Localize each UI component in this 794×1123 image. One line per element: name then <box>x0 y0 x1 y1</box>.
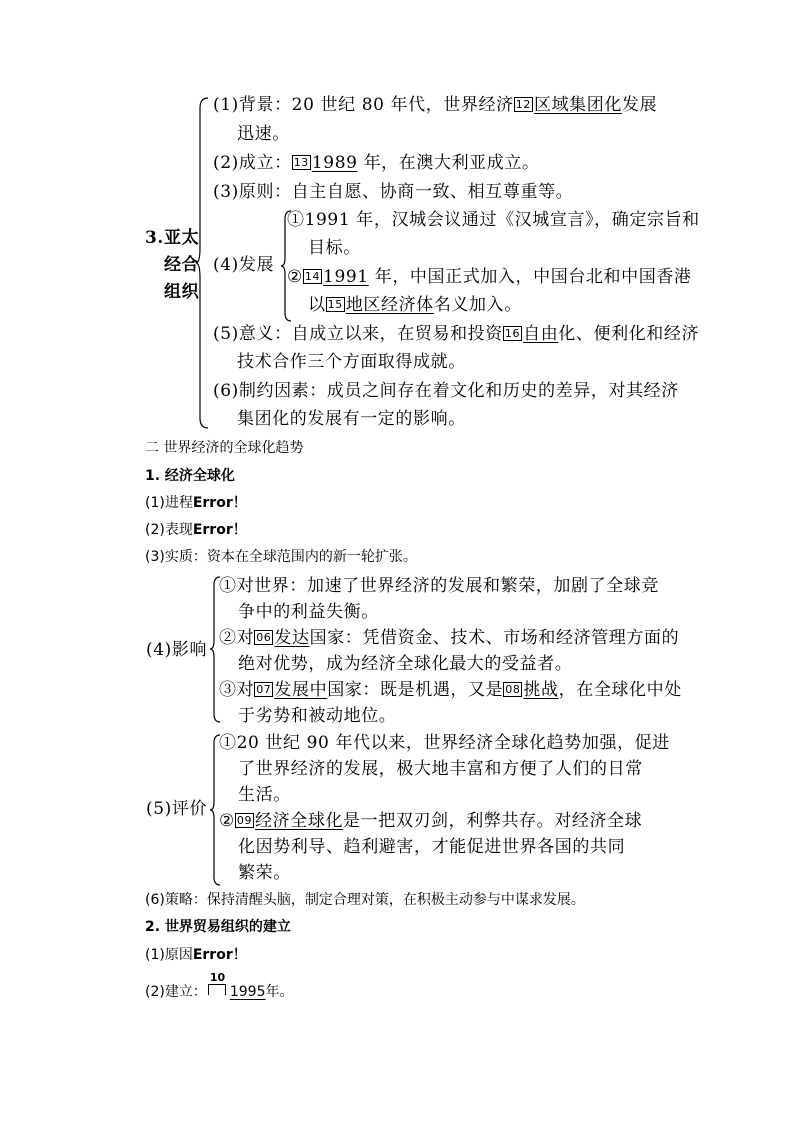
answer-fill: 发达 <box>274 628 310 648</box>
impact-item1-cont: 争中的利益失衡。 <box>238 602 379 622</box>
apec-constraints-cont: 集团化的发展有一定的影响。 <box>237 409 466 429</box>
apec-development-item1: ①1991 年，汉城会议通过《汉城宣言》，确定宗旨和 <box>287 210 700 230</box>
answer-fill: 1989 <box>311 153 358 173</box>
error-text: Error！ <box>192 522 247 538</box>
answer-fill: 经济全球化 <box>255 811 344 831</box>
blank-number-box: 12 <box>515 98 531 111</box>
apec-significance: (5)意义：自成立以来，在贸易和投资 16 自由化、便利化和经济 <box>213 324 700 344</box>
apec-development-item2-cont: 以 15 地区经济体名义加入。 <box>308 295 522 315</box>
answer-fill: 1991 <box>323 267 369 287</box>
apec-title-line1: 亚太 <box>164 228 200 248</box>
blank-number-box: 06 <box>256 631 272 644</box>
apec-title-line2: 经合 <box>164 255 200 275</box>
impact-item3: ③对 07 发展中国家：既是机遇，又是 08 挑战，在全球化中处 <box>219 680 682 700</box>
apec-significance-cont: 技术合作三个方面取得成就。 <box>237 352 466 372</box>
blank-number-box: 07 <box>256 683 272 696</box>
impact-item2-cont: 绝对优势，成为经济全球化最大的受益者。 <box>238 654 573 674</box>
blank-number-box: 09 <box>236 814 253 827</box>
apec-number: 3. <box>145 228 164 248</box>
wto-reason: (1)原因Error！ <box>145 947 247 963</box>
impact-brace <box>210 577 222 722</box>
subheading-globalization: 1. 经济全球化 <box>145 468 235 484</box>
answer-fill: 自由 <box>523 324 559 344</box>
evaluation-item2: ② 09 经济全球化是一把双刃剑，利弊共存。对经济全球 <box>219 811 643 831</box>
subheading-wto: 2. 世界贸易组织的建立 <box>145 919 291 935</box>
impact-label: (4)影响 <box>146 640 208 660</box>
error-text: Error！ <box>192 947 247 963</box>
blank-number-box: 14 <box>304 270 321 283</box>
evaluation-item1-cont2: 生活。 <box>238 785 291 805</box>
evaluation-brace <box>210 735 222 885</box>
evaluation-item2-cont: 化因势利导、趋利避害，才能促进世界各国的共同 <box>238 837 626 857</box>
answer-fill: 发展中 <box>274 680 328 700</box>
apec-development-label: (4)发展 <box>213 255 275 275</box>
blank-number-box: 15 <box>327 298 343 311</box>
apec-background: (1)背景：20 世纪 80 年代，世界经济 12 区域集团化发展 <box>213 95 658 115</box>
apec-development-item2: ② 14 1991 年，中国正式加入，中国台北和中国香港 <box>287 267 692 287</box>
globalization-process: (1)进程Error！ <box>145 495 247 511</box>
impact-item2: ②对 06 发达国家：凭借资金、技术、市场和经济管理方面的 <box>219 628 680 648</box>
globalization-manifestation: (2)表现Error！ <box>145 522 247 538</box>
answer-fill: 挑战 <box>523 680 559 700</box>
blank-number-box: 16 <box>504 327 521 340</box>
apec-title-line3: 组织 <box>164 282 200 302</box>
answer-fill: 1995 <box>229 984 266 1000</box>
answer-fill: 区域集团化 <box>533 95 622 115</box>
apec-principle: (3)原则：自主自愿、协商一致、相互尊重等。 <box>213 182 574 202</box>
evaluation-item2-cont2: 繁荣。 <box>238 863 291 883</box>
globalization-strategy: (6)策略：保持清醒头脑，制定合理对策，在积极主动参与中谋求发展。 <box>145 892 585 908</box>
apec-background-cont: 迅速。 <box>237 124 290 144</box>
apec-establishment: (2)成立： 13 1989 年，在澳大利亚成立。 <box>213 153 540 173</box>
wto-establishment: (2)建立： 10 1995年。 <box>145 971 294 1000</box>
apec-development-item1-cont: 目标。 <box>308 238 361 258</box>
answer-fill: 地区经济体 <box>345 295 434 315</box>
blank-number-box: 08 <box>505 683 521 696</box>
evaluation-item1: ①20 世纪 90 年代以来，世界经济全球化趋势加强，促进 <box>219 733 670 753</box>
blank-number-box: 10 <box>207 982 229 996</box>
apec-constraints: (6)制约因素：成员之间存在着文化和历史的差异，对其经济 <box>213 381 679 401</box>
globalization-essence: (3)实质：资本在全球范围内的新一轮扩张。 <box>145 549 417 565</box>
section-heading: 二 世界经济的全球化趋势 <box>145 440 304 456</box>
evaluation-item1-cont: 了世界经济的发展，极大地丰富和方便了人们的日常 <box>238 759 643 779</box>
impact-item3-cont: 于劣势和被动地位。 <box>238 706 397 726</box>
evaluation-label: (5)评价 <box>146 799 208 819</box>
error-text: Error！ <box>192 495 247 511</box>
blank-number-box: 13 <box>293 156 309 169</box>
impact-item1: ①对世界：加速了世界经济的发展和繁荣，加剧了全球竞 <box>219 576 659 596</box>
